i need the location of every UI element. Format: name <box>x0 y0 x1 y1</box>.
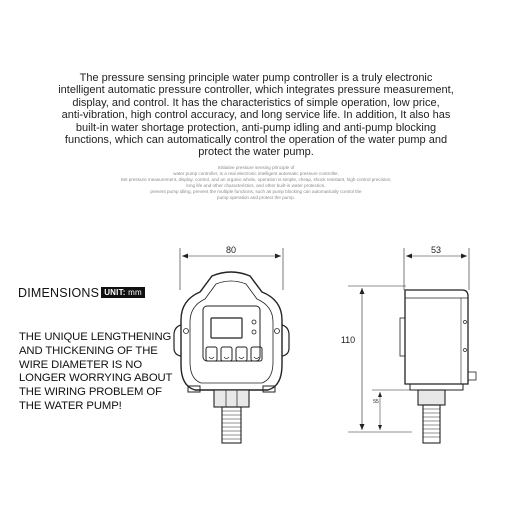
right-mount-tab <box>282 325 289 356</box>
slogan-line: AND THICKENING OF THE <box>19 344 158 357</box>
description-line: protect the water pump. <box>198 146 314 159</box>
hex-nut <box>214 390 249 407</box>
controller-inner-outline <box>190 281 273 383</box>
front-bezel-edge <box>400 318 405 356</box>
faint-line: pump operation and protect the pump. <box>217 195 295 200</box>
side-threaded-pipe <box>423 405 440 443</box>
front-view <box>174 248 289 443</box>
faint-line: Initiative pressure sensing principle of <box>217 165 295 170</box>
left-mount-tab <box>174 325 181 356</box>
unit-label: UNIT: <box>104 288 126 297</box>
housing-side <box>405 290 468 384</box>
width-label: 80 <box>225 245 237 255</box>
faint-line: Set pressure measurement, display, control, and an organic whole, operation is simple, cheap, shock resistant, high control precision, <box>120 177 392 182</box>
controller-body-outline <box>181 272 282 390</box>
slogan-line: THE WATER PUMP! <box>19 399 122 412</box>
right-screw <box>275 329 280 334</box>
faint-line: prevent pump idling, prevent the multiple functions, such as pump blocking can automatically control the <box>150 189 362 194</box>
slogan-line: WIRE DIAMETER IS NO <box>19 358 143 371</box>
description-line: display, and control. It has the characteristics of simple operation, low price, <box>72 96 440 109</box>
housing-base <box>410 384 463 390</box>
side-pipe-threads <box>423 409 440 437</box>
side-view <box>348 248 476 443</box>
pipe-threads <box>222 411 241 439</box>
side-hex-nut <box>418 390 445 405</box>
description-line: intelligent automatic pressure controller, which integrates pressure measurement, <box>58 84 454 97</box>
indicator-led-top <box>252 320 256 324</box>
threaded-pipe <box>222 407 241 443</box>
side-cable-gland <box>468 372 476 380</box>
slogan-line: THE WIRING PROBLEM OF <box>19 386 162 399</box>
front-button-2 <box>221 347 232 361</box>
depth-label: 53 <box>430 245 442 255</box>
slogan-line: THE UNIQUE LENGTHENING <box>19 331 172 343</box>
lcd-display <box>211 318 242 338</box>
side-screw-top <box>464 321 467 324</box>
indicator-led-bottom <box>252 330 256 334</box>
description-line: anti-vibration, high control accuracy, and long service life. In addition, It also has <box>61 109 451 122</box>
fitting-label: 55 <box>373 399 379 405</box>
left-screw <box>184 329 189 334</box>
front-button-3 <box>236 347 247 361</box>
height-label: 110 <box>340 335 356 345</box>
front-button-1 <box>206 347 217 361</box>
faint-line: water pump controller, is a real electronic intelligent automatic pressure controller, <box>173 171 339 176</box>
side-screw-bottom <box>464 349 467 352</box>
slogan-line: LONGER WORRYING ABOUT <box>19 372 173 385</box>
description-line: functions, which can automatically control the operation of the water pump and <box>64 134 448 147</box>
faint-line: long life and other characteristics, and other built-in water protection, <box>186 183 326 188</box>
dimensions-label: DIMENSIONS <box>18 286 100 300</box>
description-line: The pressure sensing principle water pump controller is a truly electronic <box>79 72 433 84</box>
unit-value: mm <box>128 288 142 297</box>
description-line: built-in water shortage protection, anti-pump idling and anti-pump blocking <box>75 121 437 134</box>
